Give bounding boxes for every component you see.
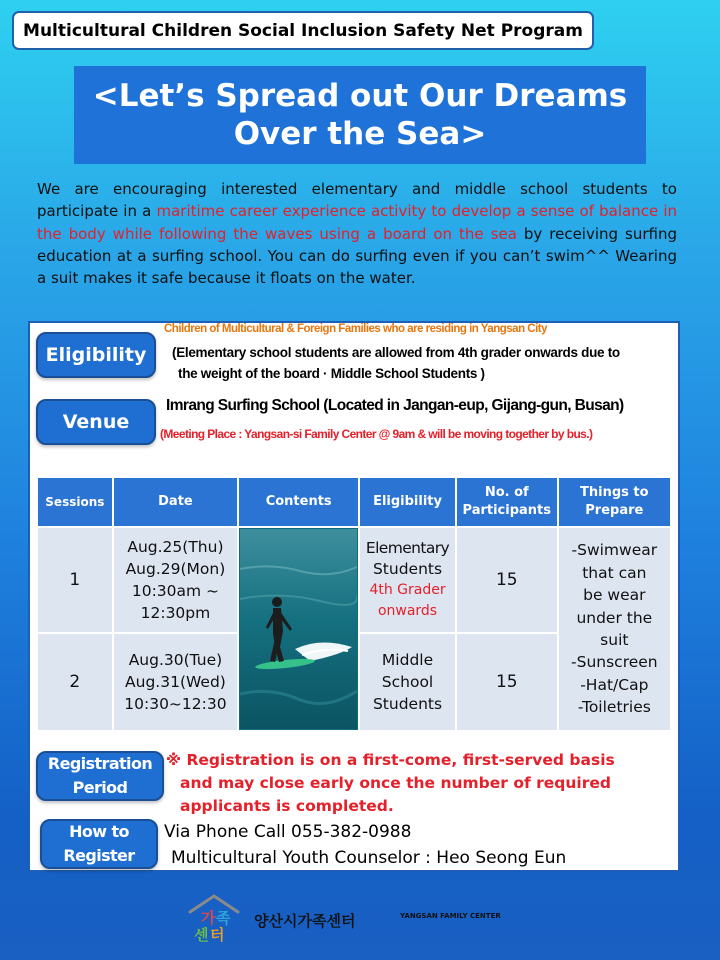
intro-paragraph — [37, 178, 677, 289]
phone-line: Via Phone Call 055-382-0988 — [164, 822, 412, 842]
registration-line2: and may close early once the number of required — [180, 774, 611, 792]
session-date: Aug.30(Tue) Aug.31(Wed) 10:30~12:30 — [113, 633, 239, 731]
family-center-english-name: YANGSAN FAMILY CENTER — [400, 912, 501, 920]
family-center-name: 양산시가족센터 — [254, 912, 356, 930]
counselor-line: Multicultural Youth Counselor : Heo Seong Eun — [171, 848, 567, 868]
main-title-line1: <Let’s Spread out Our Dreams — [92, 78, 628, 114]
table-row — [37, 527, 671, 633]
session-number: 1 — [37, 527, 113, 633]
registration-label: Registration Period — [36, 751, 164, 801]
schedule-table — [36, 476, 672, 732]
session-participants: 15 — [456, 633, 558, 731]
header-contents: Contents — [238, 477, 359, 527]
info-panel — [28, 321, 680, 872]
intro-highlight: maritime career experience activity to develop a sense of balance in the body while following the waves using a board on the sea — [37, 202, 677, 243]
main-title-banner — [74, 66, 646, 164]
eligibility-line3: the weight of the board · Middle School Students ) — [178, 366, 485, 381]
session-number: 2 — [37, 633, 113, 731]
header-date: Date — [113, 477, 239, 527]
eligibility-line1: Children of Multicultural & Foreign Families who are residing in Yangsan City — [164, 323, 548, 335]
registration-line1: ※ Registration is on a first-come, first-served basis — [166, 751, 615, 769]
program-title: Multicultural Children Social Inclusion Safety Net Program — [12, 11, 594, 50]
header-prepare: Things to Prepare — [558, 477, 671, 527]
intro-text-part2: by receiving surfing education at a surfing school. You can do surfing even if you can’t swim^^ Wearing a suit makes it safe because it floats on the water. — [37, 224, 677, 288]
eligibility-line2: (Elementary school students are allowed from 4th grader onwards due to — [172, 345, 620, 360]
venue-line2: (Meeting Place : Yangsan-si Family Center @ 9am & will be moving together by bus.) — [160, 427, 593, 441]
surfer-image — [240, 529, 357, 729]
svg-text:족: 족 — [216, 909, 231, 927]
svg-text:센: 센 — [194, 926, 209, 942]
things-to-prepare: -Swimwear that can be wear under the suit -Sunscreen -Hat/Cap -Toiletries — [558, 527, 671, 731]
header-participants: No. of Participants — [456, 477, 558, 527]
session-eligibility: Middle School Students — [359, 633, 456, 731]
venue-label: Venue — [36, 399, 156, 445]
session-participants: 15 — [456, 527, 558, 633]
eligibility-label: Eligibility — [36, 332, 156, 378]
family-center-logo-icon — [184, 892, 244, 942]
svg-text:가: 가 — [201, 909, 216, 927]
how-to-register-label: How to Register — [40, 819, 158, 869]
session-date: Aug.25(Thu) Aug.29(Mon) 10:30am ~ 12:30pm — [113, 527, 239, 633]
table-header-row — [37, 477, 671, 527]
venue-line1: Imrang Surfing School (Located in Jangan-eup, Gijang-gun, Busan) — [166, 397, 624, 414]
session-eligibility: Elementary Students 4th Grader onwards — [359, 527, 456, 633]
registration-line3: applicants is completed. — [180, 797, 394, 815]
surf-photo — [238, 527, 359, 731]
header-sessions: Sessions — [37, 477, 113, 527]
svg-text:터: 터 — [210, 926, 225, 942]
header-eligibility: Eligibility — [359, 477, 456, 527]
intro-text-part1: We are encouraging interested elementary and middle school students to participate in a — [37, 180, 677, 221]
main-title-line2: Over the Sea> — [233, 116, 487, 152]
